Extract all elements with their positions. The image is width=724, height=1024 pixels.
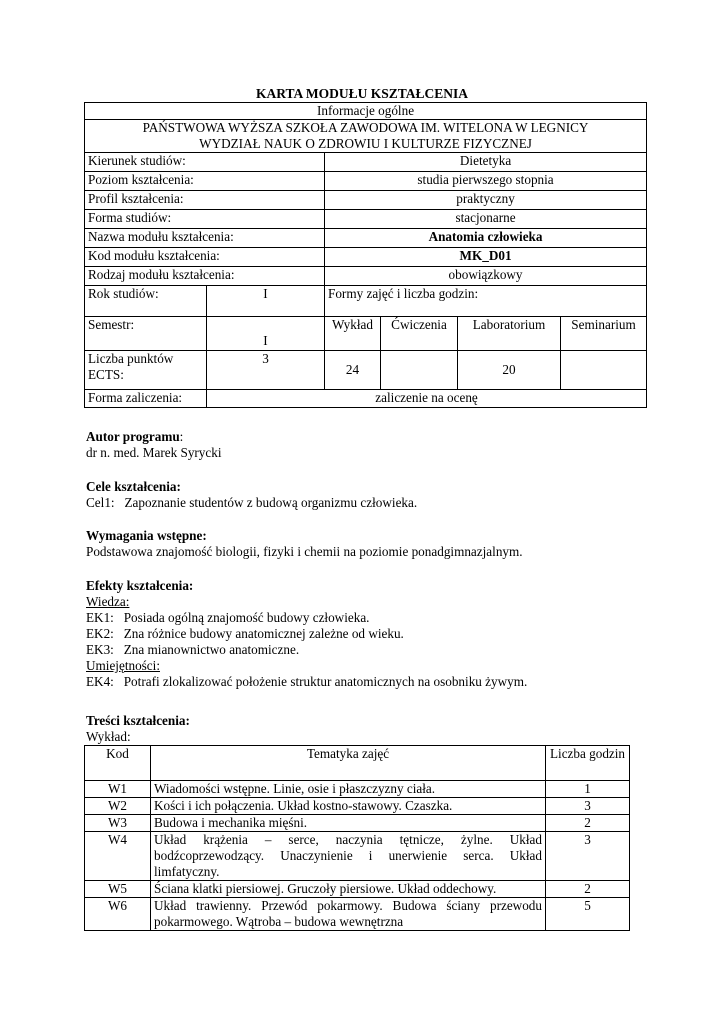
requirements-section bbox=[86, 528, 523, 560]
school-name-cell bbox=[85, 120, 647, 153]
ects-label: Liczba punktów ECTS: bbox=[85, 351, 207, 390]
level-value: studia pierwszego stopnia bbox=[325, 172, 647, 191]
row-hours: 5 bbox=[546, 898, 630, 931]
hours-lecture: 24 bbox=[325, 351, 381, 390]
module-name-value: Anatomia człowieka bbox=[325, 229, 647, 248]
table-row bbox=[85, 815, 630, 832]
author-section bbox=[86, 429, 222, 461]
year-label: Rok studiów: bbox=[85, 286, 207, 317]
author-colon: : bbox=[179, 429, 184, 444]
row-topic: Kości i ich połączenia. Układ kostno-stawowy. Czaszka. bbox=[151, 798, 546, 815]
semester-value: I bbox=[207, 317, 325, 351]
semester-label: Semestr: bbox=[85, 317, 207, 351]
row-hours: 3 bbox=[546, 798, 630, 815]
hours-exercises bbox=[381, 351, 458, 390]
content-heading: Treści kształcenia: bbox=[86, 713, 190, 728]
table-row bbox=[85, 898, 630, 931]
row-code: W3 bbox=[85, 815, 151, 832]
row-topic: Wiadomości wstępne. Linie, osie i płaszczyzny ciała. bbox=[151, 781, 546, 798]
info-header: Informacje ogólne bbox=[85, 103, 647, 120]
form-lecture: Wykład bbox=[325, 317, 381, 351]
module-name-label: Nazwa modułu kształcenia: bbox=[85, 229, 325, 248]
outcomes-heading: Efekty kształcenia: bbox=[86, 578, 194, 593]
forms-label: Formy zajęć i liczba godzin: bbox=[325, 286, 647, 317]
goals-section bbox=[86, 479, 417, 511]
requirements-text: Podstawowa znajomość biologii, fizyki i chemii na poziomie ponadgimnazjalnym. bbox=[86, 544, 523, 559]
faculty-name: WYDZIAŁ NAUK O ZDROWIU I KULTURZE FIZYCZNEJ bbox=[199, 136, 532, 151]
lecture-label: Wykład: bbox=[86, 729, 131, 744]
row-hours: 2 bbox=[546, 815, 630, 832]
field-value: Dietetyka bbox=[325, 153, 647, 172]
year-value: I bbox=[207, 286, 325, 317]
module-type-label: Rodzaj modułu kształcenia: bbox=[85, 267, 325, 286]
table-row bbox=[85, 781, 630, 798]
row-code: W5 bbox=[85, 881, 151, 898]
module-code-label: Kod modułu kształcenia: bbox=[85, 248, 325, 267]
goals-heading: Cele kształcenia: bbox=[86, 479, 181, 494]
row-topic: Układ trawienny. Przewód pokarmowy. Budowa ściany przewodu pokarmowego. Wątroba – budowa wewnętrzna bbox=[151, 898, 546, 931]
module-code-value: MK_D01 bbox=[325, 248, 647, 267]
outcome-ek1: EK1: Posiada ogólną znajomość budowy człowieka. bbox=[86, 610, 370, 625]
outcomes-section bbox=[86, 578, 527, 690]
assessment-value: zaliczenie na ocenę bbox=[207, 390, 647, 408]
study-form-label: Forma studiów: bbox=[85, 210, 325, 229]
row-code: W2 bbox=[85, 798, 151, 815]
hours-seminar bbox=[561, 351, 647, 390]
row-code: W4 bbox=[85, 832, 151, 881]
skills-label: Umiejętności: bbox=[86, 658, 160, 673]
form-seminar: Seminarium bbox=[561, 317, 647, 351]
ects-value: 3 bbox=[207, 351, 325, 390]
module-type-value: obowiązkowy bbox=[325, 267, 647, 286]
header-code: Kod bbox=[85, 746, 151, 781]
form-exercises: Ćwiczenia bbox=[381, 317, 458, 351]
table-row bbox=[85, 832, 630, 881]
profile-label: Profil kształcenia: bbox=[85, 191, 325, 210]
knowledge-label: Wiedza: bbox=[86, 594, 130, 609]
form-laboratory: Laboratorium bbox=[458, 317, 561, 351]
goal-item: Cel1: Zapoznanie studentów z budową organizmu człowieka. bbox=[86, 495, 418, 510]
study-form-value: stacjonarne bbox=[325, 210, 647, 229]
row-topic: Ściana klatki piersiowej. Gruczoły piersiowe. Układ oddechowy. bbox=[151, 881, 546, 898]
row-code: W6 bbox=[85, 898, 151, 931]
header-hours: Liczba godzin bbox=[546, 746, 630, 781]
row-topic: Budowa i mechanika mięśni. bbox=[151, 815, 546, 832]
row-topic: Układ krążenia – serce, naczynia tętnicze, żylne. Układ bodźcoprzewodzący. Unaczynienie i unerwienie serca. Układ limfatyczny. bbox=[151, 832, 546, 881]
lecture-topics-table bbox=[84, 745, 630, 931]
row-hours: 2 bbox=[546, 881, 630, 898]
level-label: Poziom kształcenia: bbox=[85, 172, 325, 191]
author-heading: Autor programu bbox=[86, 429, 180, 444]
school-name: PAŃSTWOWA WYŻSZA SZKOŁA ZAWODOWA IM. WITELONA W LEGNICY bbox=[142, 120, 589, 135]
row-code: W1 bbox=[85, 781, 151, 798]
requirements-heading: Wymagania wstępne: bbox=[86, 528, 207, 543]
table-row bbox=[85, 798, 630, 815]
profile-value: praktyczny bbox=[325, 191, 647, 210]
content-section bbox=[86, 713, 190, 745]
document-title: KARTA MODUŁU KSZTAŁCENIA bbox=[255, 86, 469, 101]
hours-laboratory: 20 bbox=[458, 351, 561, 390]
outcome-ek2: EK2: Zna różnice budowy anatomicznej zależne od wieku. bbox=[86, 626, 404, 641]
row-hours: 3 bbox=[546, 832, 630, 881]
author-name: dr n. med. Marek Syrycki bbox=[86, 445, 222, 460]
header-topic: Tematyka zajęć bbox=[151, 746, 546, 781]
assessment-label: Forma zaliczenia: bbox=[85, 390, 207, 408]
row-hours: 1 bbox=[546, 781, 630, 798]
field-label: Kierunek studiów: bbox=[85, 153, 325, 172]
outcome-ek4: EK4: Potrafi zlokalizować położenie struktur anatomicznych na osobniku żywym. bbox=[86, 674, 528, 689]
outcome-ek3: EK3: Zna mianownictwo anatomiczne. bbox=[86, 642, 300, 657]
table-row bbox=[85, 881, 630, 898]
general-info-table bbox=[84, 102, 647, 408]
